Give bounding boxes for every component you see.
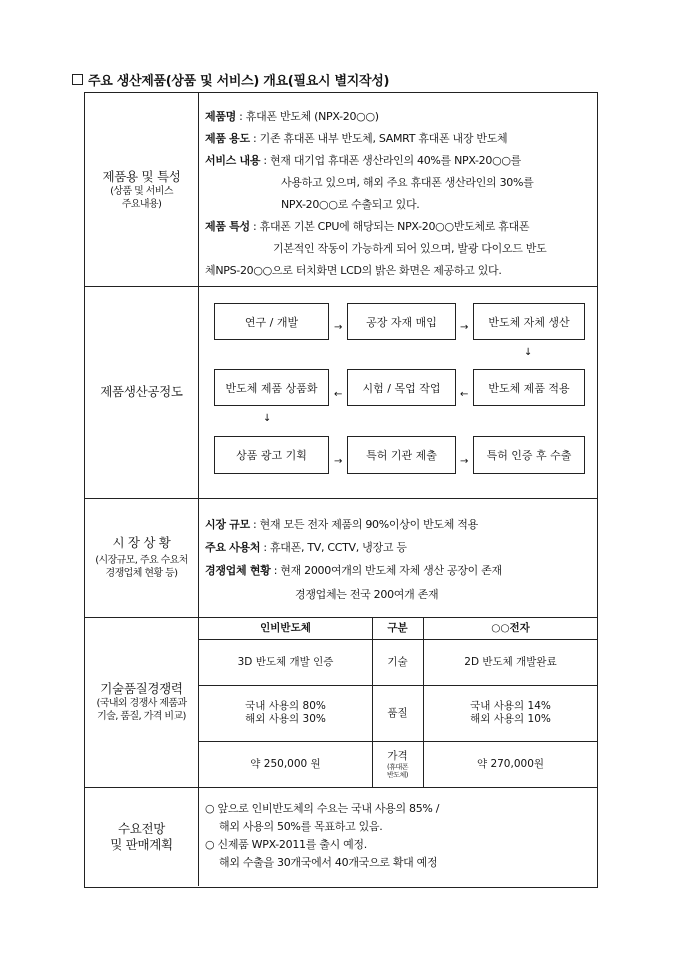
table-cell: 기술 (387, 655, 408, 668)
table-cell: 2D 반도체 개발완료 (464, 655, 557, 668)
market-line: 경쟁업체 현황 : 현재 2000여개의 반도체 자체 생산 공장이 존재 (205, 564, 502, 577)
checkbox-square-icon (72, 74, 83, 85)
arrow-down-icon: ↓ (263, 413, 272, 424)
market-line: 경쟁업체는 전국 200여개 존재 (295, 588, 439, 601)
price-sublabel: (휴대폰 반도체) (386, 762, 409, 779)
process-step: 반도체 제품 적용 (473, 369, 585, 406)
product-characteristics-row (85, 93, 597, 287)
product-line: 서비스 내용 : 현재 대기업 휴대폰 생산라인의 40%를 NPX-20○○를 (205, 154, 522, 167)
process-step: 공장 자재 매입 (347, 303, 456, 340)
arrow-right-icon: → (334, 456, 343, 467)
process-step: 연구 / 개발 (214, 303, 329, 340)
table-cell (372, 741, 423, 787)
product-line: 제품명 : 휴대폰 반도체 (NPX-20○○) (205, 110, 379, 123)
arrow-right-icon: → (460, 322, 469, 333)
table-cell: 약 250,000 원 (250, 757, 321, 770)
arrow-left-icon: ← (334, 389, 343, 400)
page-title (72, 70, 389, 89)
product-line: 사용하고 있으며, 해외 주요 휴대폰 생산라인의 30%를 (281, 176, 534, 189)
forecast-line: ○ 앞으로 인비반도체의 수요는 국내 사용의 85% / (205, 802, 440, 815)
table-cell: 국내 사용의 14% 해외 사용의 10% (470, 700, 551, 725)
label-sub: (상품 및 서비스 (110, 185, 173, 197)
label-sub: (국내외 경쟁사 제품과 (96, 698, 187, 709)
table-cell: 품질 (387, 706, 408, 719)
header-cell: 구분 (387, 621, 408, 634)
forecast-line: 해외 사용의 50%를 목표하고 있음. (219, 820, 383, 833)
market-situation-content (199, 498, 597, 617)
process-step: 특허 기관 제출 (347, 436, 456, 474)
forecast-line: 해외 수출을 30개국에서 40개국으로 확대 예정 (219, 856, 438, 869)
market-situation-row (85, 498, 597, 618)
forecast-line: ○ 신제품 WPX-2011를 출시 예정. (205, 838, 367, 851)
label-main: 제품용 및 특성 (102, 168, 181, 184)
table-cell: 국내 사용의 80% 해외 사용의 30% (245, 700, 326, 725)
tech-quality-label (85, 617, 199, 787)
label-main: 및 판매계획 (110, 836, 173, 852)
label-main: 제품생산공정도 (100, 384, 183, 399)
production-process-row (85, 286, 597, 499)
demand-forecast-row (85, 787, 597, 886)
header-cell: ○○전자 (491, 621, 530, 634)
process-step: 상품 광고 기획 (214, 436, 329, 474)
product-line: 제품 특성 : 휴대폰 기본 CPU에 해당되는 NPX-20○○반도체로 휴대폰 (205, 220, 530, 233)
process-flowchart (199, 286, 597, 498)
label-sub: 기술, 품질, 가격 비교) (97, 711, 186, 722)
product-characteristics-content (199, 93, 597, 286)
market-situation-label (85, 498, 199, 617)
demand-forecast-content (199, 787, 597, 886)
label-main: 기술품질경쟁력 (100, 681, 183, 696)
table-cell: 약 270,000원 (476, 757, 545, 770)
overview-table (84, 92, 598, 888)
product-line: 제품 용도 : 기존 휴대폰 내부 반도체, SAMRT 휴대폰 내장 반도체 (205, 132, 508, 145)
process-step: 시험 / 목업 작업 (347, 369, 456, 406)
label-main: 수요전망 (117, 820, 166, 836)
label-sub: (시장규모, 주요 수요처 (95, 555, 188, 566)
process-step: 반도체 자체 생산 (473, 303, 585, 340)
product-line: 기본적인 작동이 가능하게 되어 있으며, 발광 다이오드 반도 (273, 242, 547, 255)
demand-forecast-label (85, 787, 199, 886)
label-sub: 경쟁업체 현황 등) (105, 568, 178, 579)
product-characteristics-label (85, 93, 199, 286)
market-line: 주요 사용처 : 휴대폰, TV, CCTV, 냉장고 등 (205, 541, 407, 554)
process-step: 특허 인증 후 수출 (473, 436, 585, 474)
page-title-text: 주요 생산제품(상품 및 서비스) 개요(필요시 별지작성) (88, 74, 390, 89)
comparison-table (199, 617, 597, 787)
label-sub: 주요내용) (121, 198, 162, 210)
product-line: NPX-20○○로 수출되고 있다. (281, 198, 420, 211)
market-line: 시장 규모 : 현재 모든 전자 제품의 90%이상이 반도체 적용 (205, 518, 478, 531)
arrow-right-icon: → (334, 322, 343, 333)
tech-quality-row (85, 617, 597, 788)
price-label: 가격 (387, 749, 408, 762)
arrow-right-icon: → (460, 456, 469, 467)
process-step: 반도체 제품 상품화 (214, 369, 329, 406)
product-line: 체NPS-20○○으로 터치화면 LCD의 밝은 화면은 제공하고 있다. (205, 264, 502, 277)
arrow-down-icon: ↓ (524, 347, 533, 358)
label-main: 시 장 상 황 (112, 535, 171, 550)
table-cell: 3D 반도체 개발 인증 (237, 655, 334, 668)
arrow-left-icon: ← (460, 389, 469, 400)
production-process-label (85, 286, 199, 498)
header-cell: 인비반도체 (260, 621, 311, 634)
